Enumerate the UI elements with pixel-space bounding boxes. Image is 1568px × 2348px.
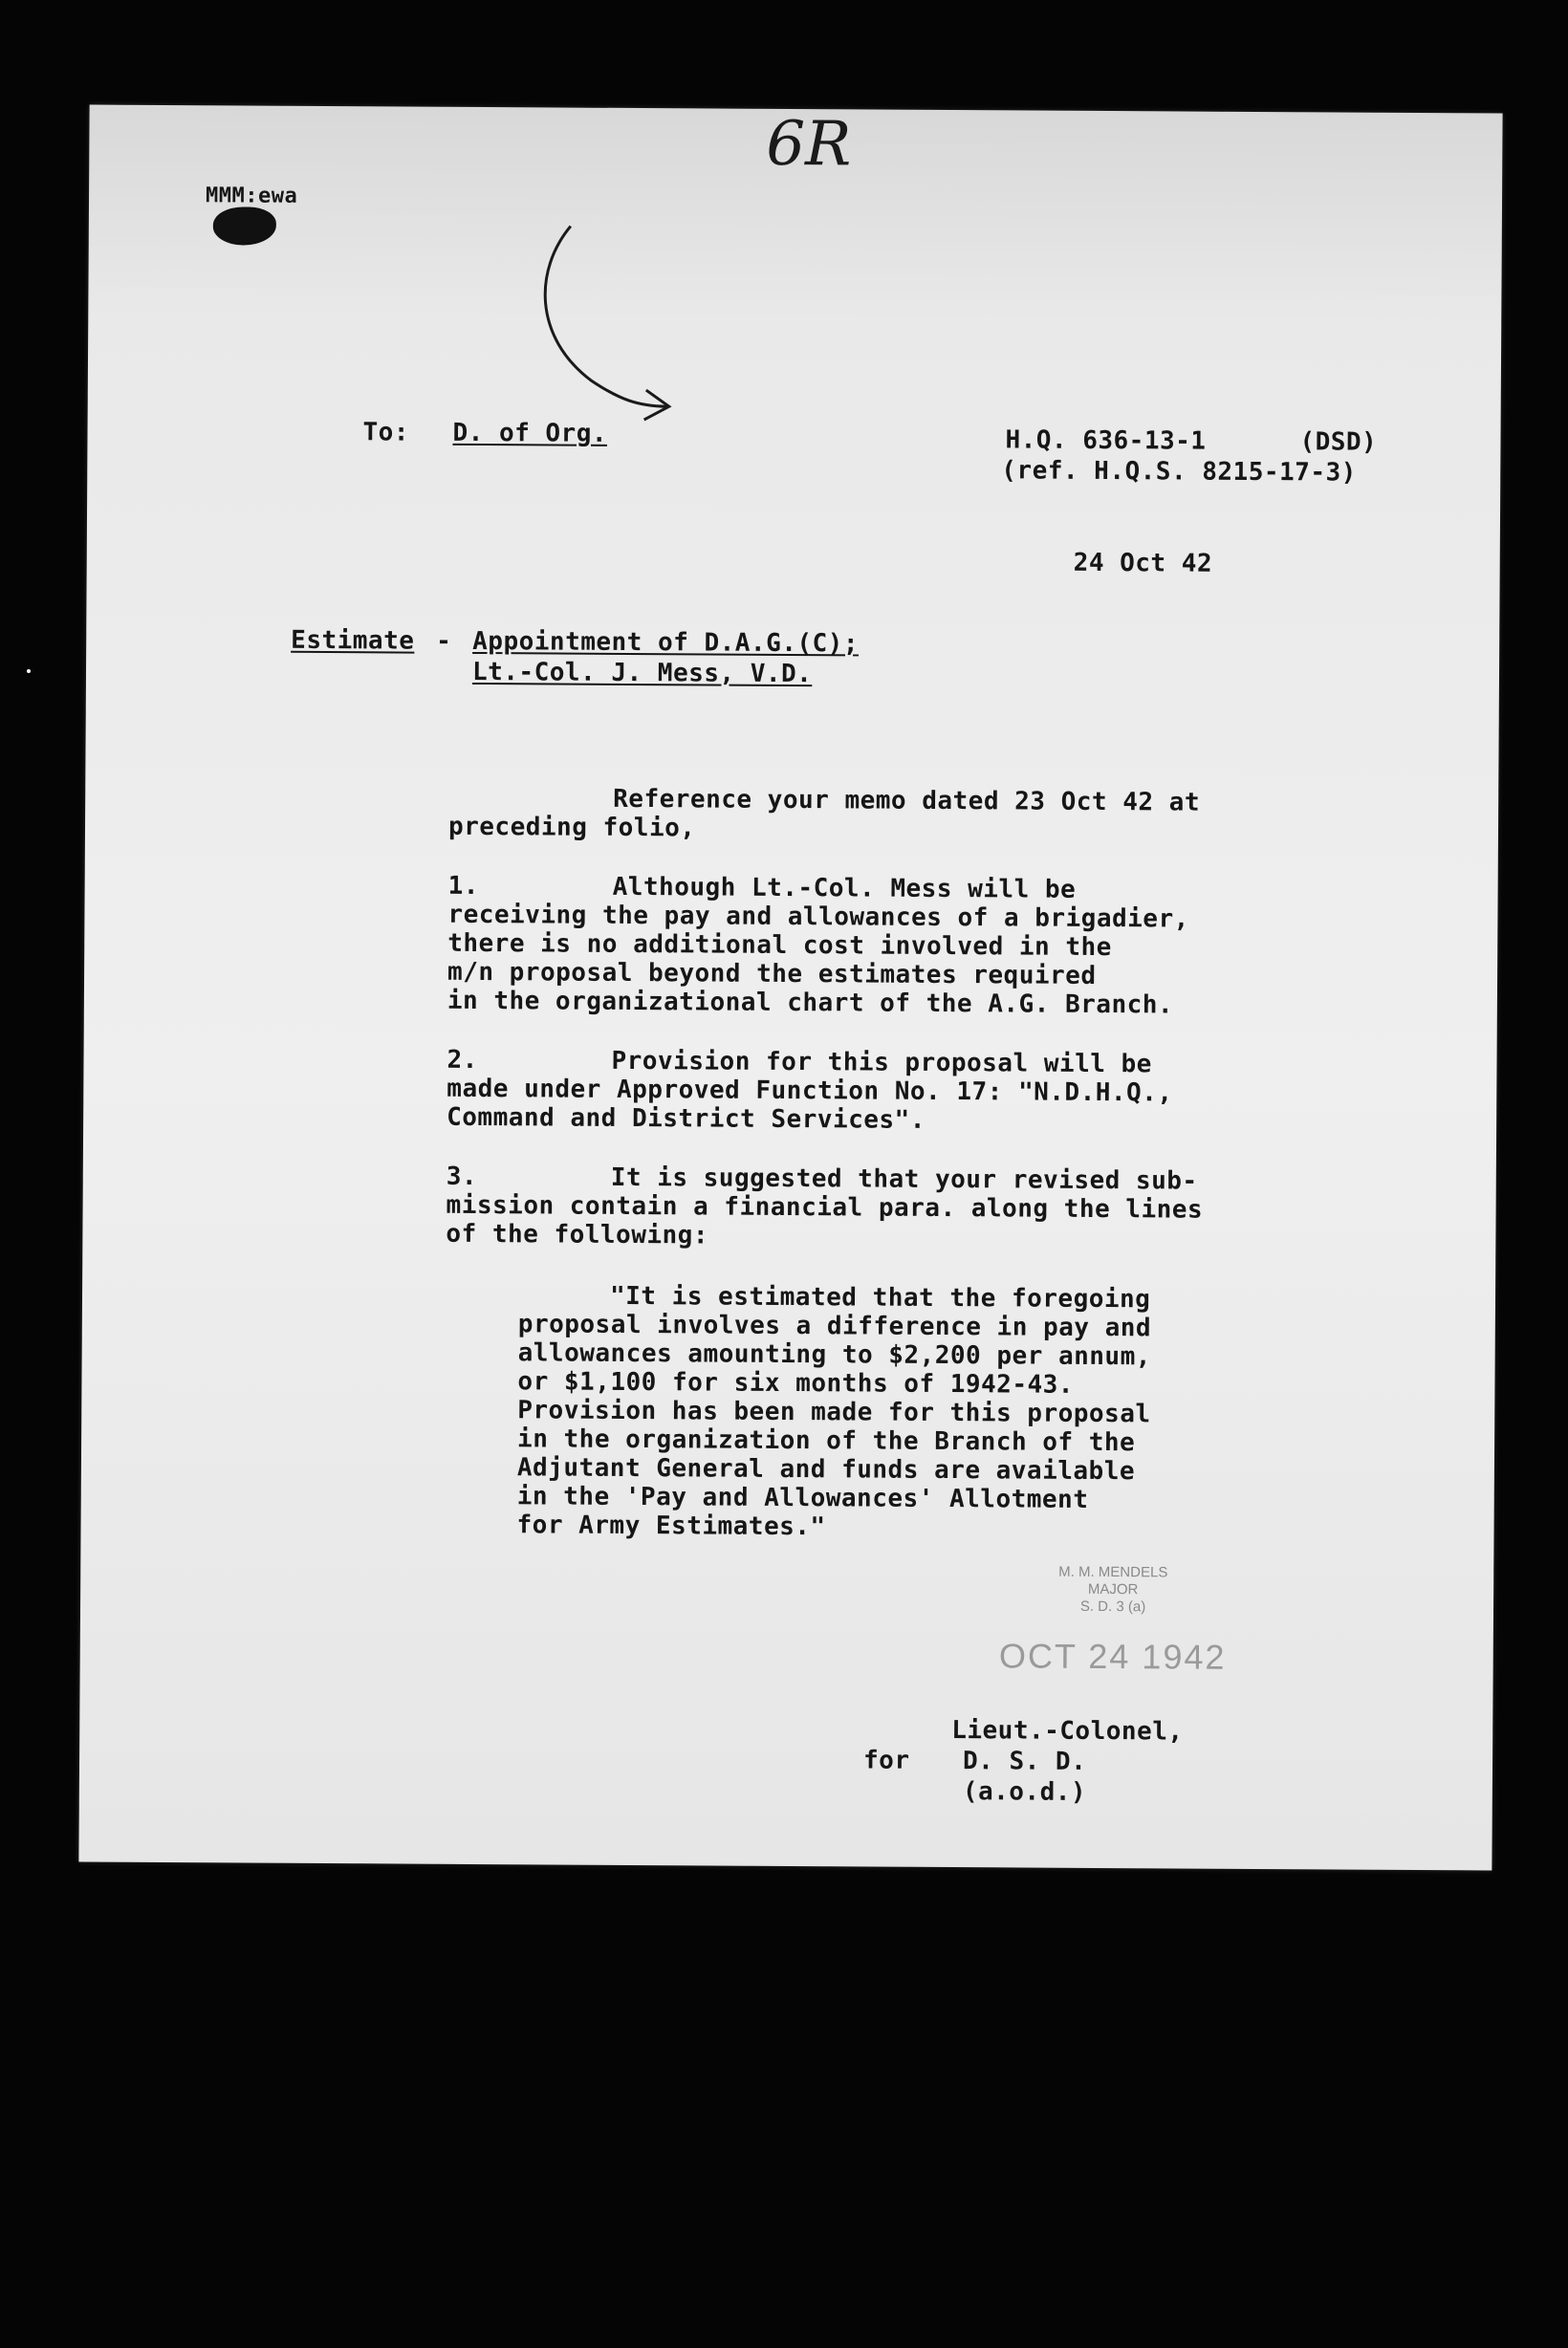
stamp-rank: MAJOR <box>1087 1580 1139 1598</box>
quote-line: allowances amounting to $2,200 per annum, <box>517 1338 1152 1372</box>
subject-line-1: Appointment of D.A.G.(C); <box>472 626 860 659</box>
quote-line: in the 'Pay and Allowances' Allotment <box>516 1482 1089 1514</box>
paragraph-3-line: mission contain a financial para. along the lines <box>446 1190 1204 1225</box>
ink-blot <box>213 207 276 245</box>
document-page <box>78 105 1502 1871</box>
paragraph-1-line: receiving the pay and allowances of a brigadier, <box>447 900 1189 934</box>
to-label: To: <box>362 418 410 447</box>
dept-code: (DSD) <box>1299 427 1378 457</box>
paragraph-1-line: Although Lt.-Col. Mess will be <box>612 872 1077 904</box>
paragraph-1-line: in the organizational chart of the A.G. Branch. <box>446 986 1174 1020</box>
subject-label: Estimate <box>291 625 415 656</box>
paragraph-2-line: Command and District Services". <box>446 1102 926 1135</box>
paragraph-1-number: 1. <box>447 871 480 902</box>
quote-line: "It is estimated that the foregoing <box>609 1281 1151 1315</box>
paragraph-3-line: It is suggested that your revised sub- <box>610 1163 1198 1196</box>
officer-stamp <box>998 1563 1228 1616</box>
quote-line: proposal involves a difference in pay and <box>517 1310 1152 1343</box>
paragraph-3-line: of the following: <box>446 1219 709 1250</box>
subject-dash: - <box>436 626 452 656</box>
quote-line: Provision has been made for this proposal <box>517 1396 1151 1429</box>
paragraph-1-line: m/n proposal beyond the estimates required <box>447 957 1097 990</box>
reference-number: (ref. H.Q.S. 8215-17-3) <box>1001 456 1357 488</box>
quote-line: Adjutant General and funds are available <box>516 1453 1136 1487</box>
date-stamp: OCT 24 1942 <box>998 1636 1227 1677</box>
signature-office: D. S. D. <box>962 1747 1087 1776</box>
hq-file-number: H.Q. 636-13-1 <box>1005 425 1207 456</box>
quote-line: in the organization of the Branch of the <box>517 1424 1136 1458</box>
signature-note: (a.o.d.) <box>962 1777 1087 1807</box>
signature-for: for <box>862 1746 910 1775</box>
quote-line: for Army Estimates." <box>516 1511 826 1542</box>
arrow-icon <box>524 222 697 424</box>
handwritten-mark: 6R <box>766 108 852 181</box>
paragraph-2-line: Provision for this proposal will be <box>611 1046 1152 1079</box>
quote-line: or $1,100 for six months of 1942-43. <box>517 1367 1075 1400</box>
typist-initials: MMM:ewa <box>205 184 298 208</box>
paragraph-1-line: there is no additional cost involved in the <box>447 928 1112 963</box>
intro-line-2: preceding folio, <box>447 812 696 843</box>
paragraph-3-number: 3. <box>446 1162 478 1192</box>
scan-speck <box>27 669 31 673</box>
stamp-name: M. M. MENDELS <box>1058 1563 1168 1581</box>
paragraph-2-number: 2. <box>446 1045 478 1076</box>
subject-line-2: Lt.-Col. J. Mess, V.D. <box>471 657 813 689</box>
memo-date: 24 Oct 42 <box>1073 548 1213 578</box>
paragraph-2-line: made under Approved Function No. 17: "N.D.H.Q., <box>446 1074 1173 1108</box>
to-recipient: D. of Org. <box>452 418 608 448</box>
signature-title: Lieut.-Colonel, <box>951 1716 1184 1747</box>
intro-line-1: Reference your memo dated 23 Oct 42 at <box>613 784 1201 817</box>
stamp-unit: S. D. 3 (a) <box>1079 1598 1146 1616</box>
